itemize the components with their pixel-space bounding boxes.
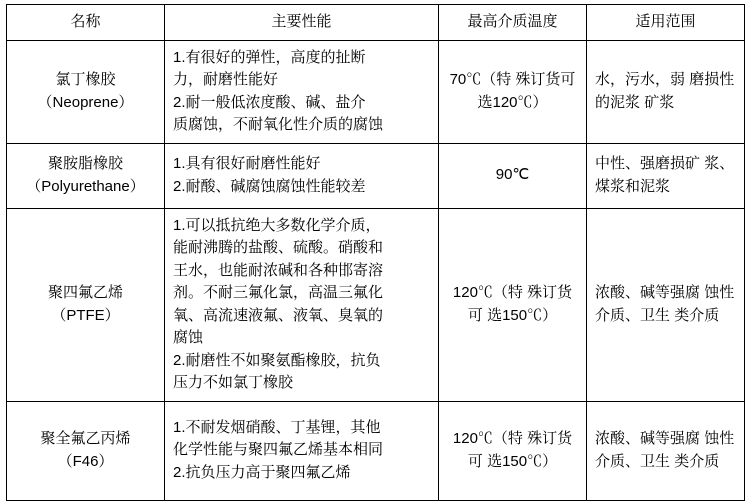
performance-line: 2.耐酸、碱腐蚀腐蚀性能较差 [173, 177, 366, 195]
cell-max-temperature [439, 143, 587, 208]
cell-material-name [7, 143, 165, 208]
performance-line: 力，耐磨性能好 [173, 71, 279, 88]
material-name-en: （Neoprene） [37, 93, 134, 111]
material-name-zh: 聚四氟乙烯 [47, 284, 123, 301]
temperature-line: 选150℃） [487, 306, 558, 324]
column-header-performance: 主要性能 [165, 5, 439, 41]
performance-line: 2.耐一般低浓度酸、碱、盐介 [173, 93, 366, 111]
temperature-line: 殊订货可 [467, 284, 573, 324]
temperature-line: 70℃（特 [449, 71, 512, 88]
scope-line: 类介质 [674, 452, 720, 470]
cell-max-temperature [439, 401, 587, 500]
table-header-row [7, 5, 745, 41]
cell-max-temperature [439, 208, 587, 401]
lining-material-spec-table [6, 4, 745, 501]
scope-line: 浆、煤浆和泥浆 [595, 155, 735, 195]
material-name-en: （Polyurethane） [26, 177, 145, 195]
performance-line: 压力不如氯丁橡胶 [173, 374, 294, 391]
table-body [7, 40, 745, 500]
performance-line: 氧、高流速液氟、液氧、臭氧的 [173, 306, 384, 324]
scope-line: 浓酸、碱等强腐 [595, 284, 701, 301]
scope-line: 蚀性介质、卫生 [595, 430, 735, 470]
scope-line: 磨损性的泥浆 [595, 71, 735, 111]
temperature-line: 120℃（特 [452, 430, 523, 447]
scope-line: 中性、强磨损矿 [595, 155, 701, 172]
cell-material-name [7, 40, 165, 143]
performance-line: 1.具有很好耐磨性能好 [173, 155, 321, 172]
column-header-name: 名称 [7, 5, 165, 41]
performance-line: 能耐沸腾的盐酸、硫酸。硝酸和 [173, 239, 384, 256]
cell-max-temperature [439, 40, 587, 143]
performance-line: 1.不耐发烟硝酸、丁基锂，其他 [173, 418, 381, 436]
temperature-line: 120℃（特 [452, 284, 523, 301]
table-row [7, 40, 745, 143]
material-name-zh: 氯丁橡胶 [55, 71, 116, 88]
performance-line: 剂。不耐三氟化氯，高温三氟化 [173, 284, 384, 301]
scope-line: 矿浆 [644, 93, 675, 111]
cell-performance [165, 40, 439, 143]
cell-scope [587, 143, 745, 208]
material-name-zh: 聚胺脂橡胶 [47, 155, 123, 172]
temperature-line: 选120℃） [477, 93, 548, 111]
column-header-scope: 适用范围 [587, 5, 745, 41]
scope-line: 类介质 [674, 306, 720, 324]
performance-line: 2.抗负压力高于聚四氟乙烯 [173, 463, 351, 481]
table-header [7, 5, 745, 41]
performance-line: 腐蚀 [173, 329, 204, 346]
table-row [7, 143, 745, 208]
material-name-en: （F46） [57, 452, 114, 470]
performance-line: 2.耐磨性不如聚氨酯橡胶，抗负 [173, 351, 381, 369]
scope-line: 水，污水，弱 [595, 71, 686, 88]
scope-line: 蚀性介质、卫生 [595, 284, 735, 324]
cell-material-name [7, 208, 165, 401]
cell-scope [587, 208, 745, 401]
performance-line: 质腐蚀，不耐氧化性介质的腐蚀 [173, 116, 384, 133]
temperature-line: 殊订货可 [515, 71, 576, 88]
cell-material-name [7, 401, 165, 500]
material-name-zh: 聚全氟乙丙烯 [40, 430, 131, 447]
temperature-line: 90℃ [495, 166, 530, 184]
table-row [7, 208, 745, 401]
performance-line: 1.可以抵抗绝大多数化学介质， [173, 216, 381, 234]
cell-performance [165, 401, 439, 500]
temperature-line: 殊订货可 [467, 430, 573, 470]
scope-line: 浓酸、碱等强腐 [595, 430, 701, 447]
cell-scope [587, 401, 745, 500]
cell-performance [165, 208, 439, 401]
cell-performance [165, 143, 439, 208]
cell-scope [587, 40, 745, 143]
performance-line: 化学性能与聚四氟乙烯基本相同 [173, 441, 384, 459]
performance-line: 1.有很好的弹性，高度的扯断 [173, 48, 366, 66]
column-header-max-temperature: 最高介质温度 [439, 5, 587, 41]
table-row [7, 401, 745, 500]
material-name-en: （PTFE） [51, 306, 120, 324]
performance-line: 王水，也能耐浓碱和各种邯寄溶 [173, 261, 384, 279]
temperature-line: 选150℃） [487, 452, 558, 470]
